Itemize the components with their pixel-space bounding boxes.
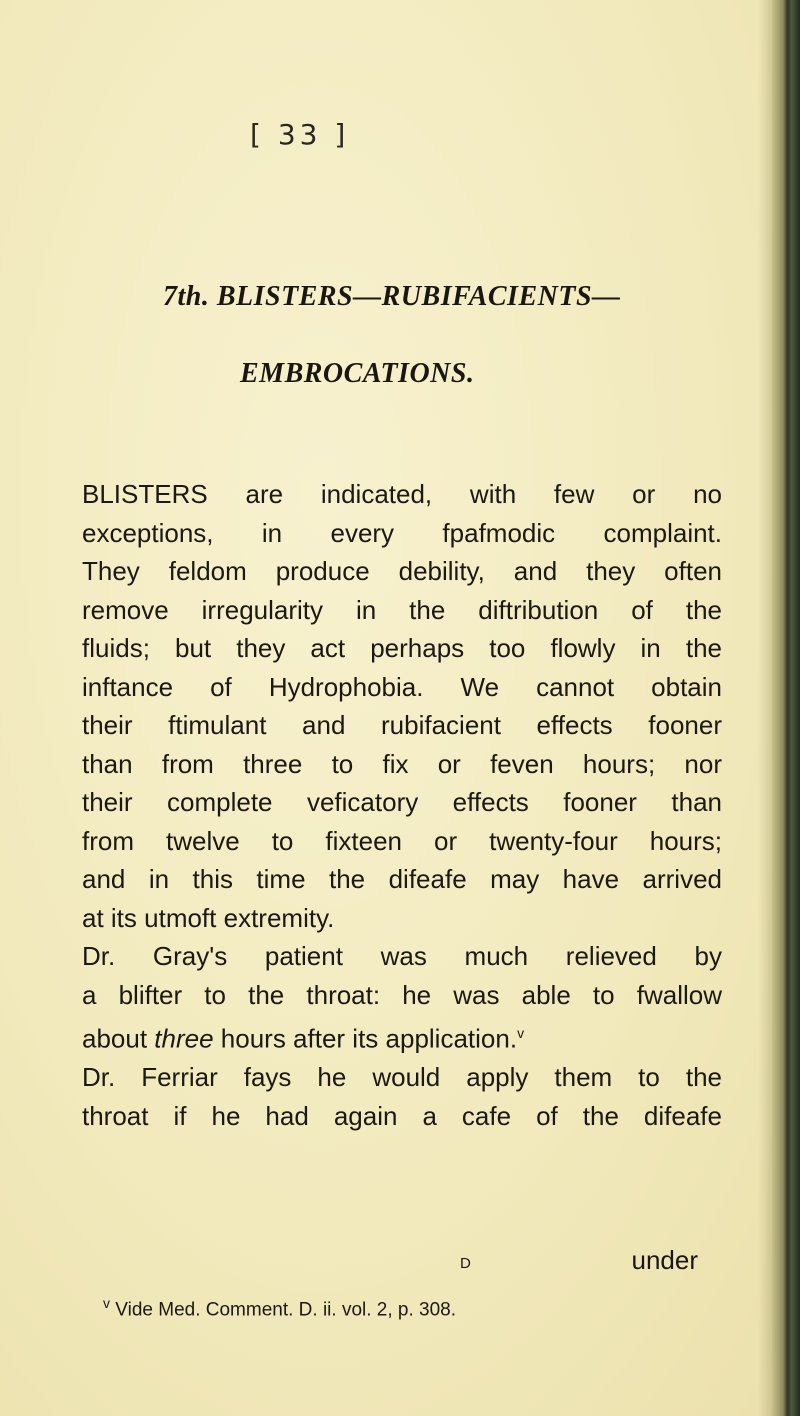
footnote-text: Vide Med. Comment. D. ii. vol. 2, p. 308. — [115, 1299, 457, 1321]
text-line: and in this time the difeafe may have arrived — [82, 864, 722, 894]
footnote-marker: v — [103, 1295, 110, 1311]
page-shadow — [758, 0, 772, 1416]
text-line: their ftimulant and rubifacient effects fooner — [82, 710, 722, 740]
text-line: BLISTERS are indicated, with few or no — [82, 479, 722, 509]
text-line: their complete veficatory effects fooner than — [82, 787, 722, 817]
text-line: inftance of Hydrophobia. We cannot obtain — [82, 671, 722, 702]
text-line: a blifter to the throat: he was able to fwallow — [82, 979, 722, 1010]
footnote-reference: v — [517, 1025, 525, 1041]
text-fragment: about — [82, 1023, 155, 1054]
catchword: under — [631, 1245, 698, 1275]
text-line: Dr. Gray's patient was much relieved by — [82, 941, 722, 971]
italic-word: three — [154, 1023, 214, 1054]
text-line: remove irregularity in the diftribution of the — [82, 594, 722, 625]
text-line: fluids; but they act perhaps too flowly in the — [82, 633, 722, 663]
footnote — [103, 1295, 456, 1321]
body-text — [82, 475, 722, 1135]
text-line: from twelve to fixteen or twenty-four hours; — [82, 825, 722, 856]
section-heading-line2: EMBROCATIONS. — [240, 358, 475, 389]
text-line: They feldom produce debility, and they often — [82, 556, 722, 586]
book-spine-edge — [772, 0, 800, 1416]
text-line: Dr. Ferriar fays he would apply them to the — [82, 1062, 722, 1093]
section-heading-line1: 7th. BLISTERS—RUBIFACIENTS— — [163, 281, 621, 312]
text-line: at its utmoft extremity. — [82, 902, 335, 933]
text-line: throat if he had again a cafe of the difeafe — [82, 1100, 722, 1131]
text-line — [82, 1014, 722, 1058]
text-fragment: hours after its application. — [213, 1023, 518, 1054]
text-line: than from three to fix or feven hours; nor — [82, 748, 722, 779]
signature-mark: D — [460, 1255, 472, 1272]
page-number: [ 33 ] — [250, 118, 350, 151]
text-line: exceptions, in every fpafmodic complaint. — [82, 517, 722, 548]
signature-line — [82, 1245, 722, 1281]
